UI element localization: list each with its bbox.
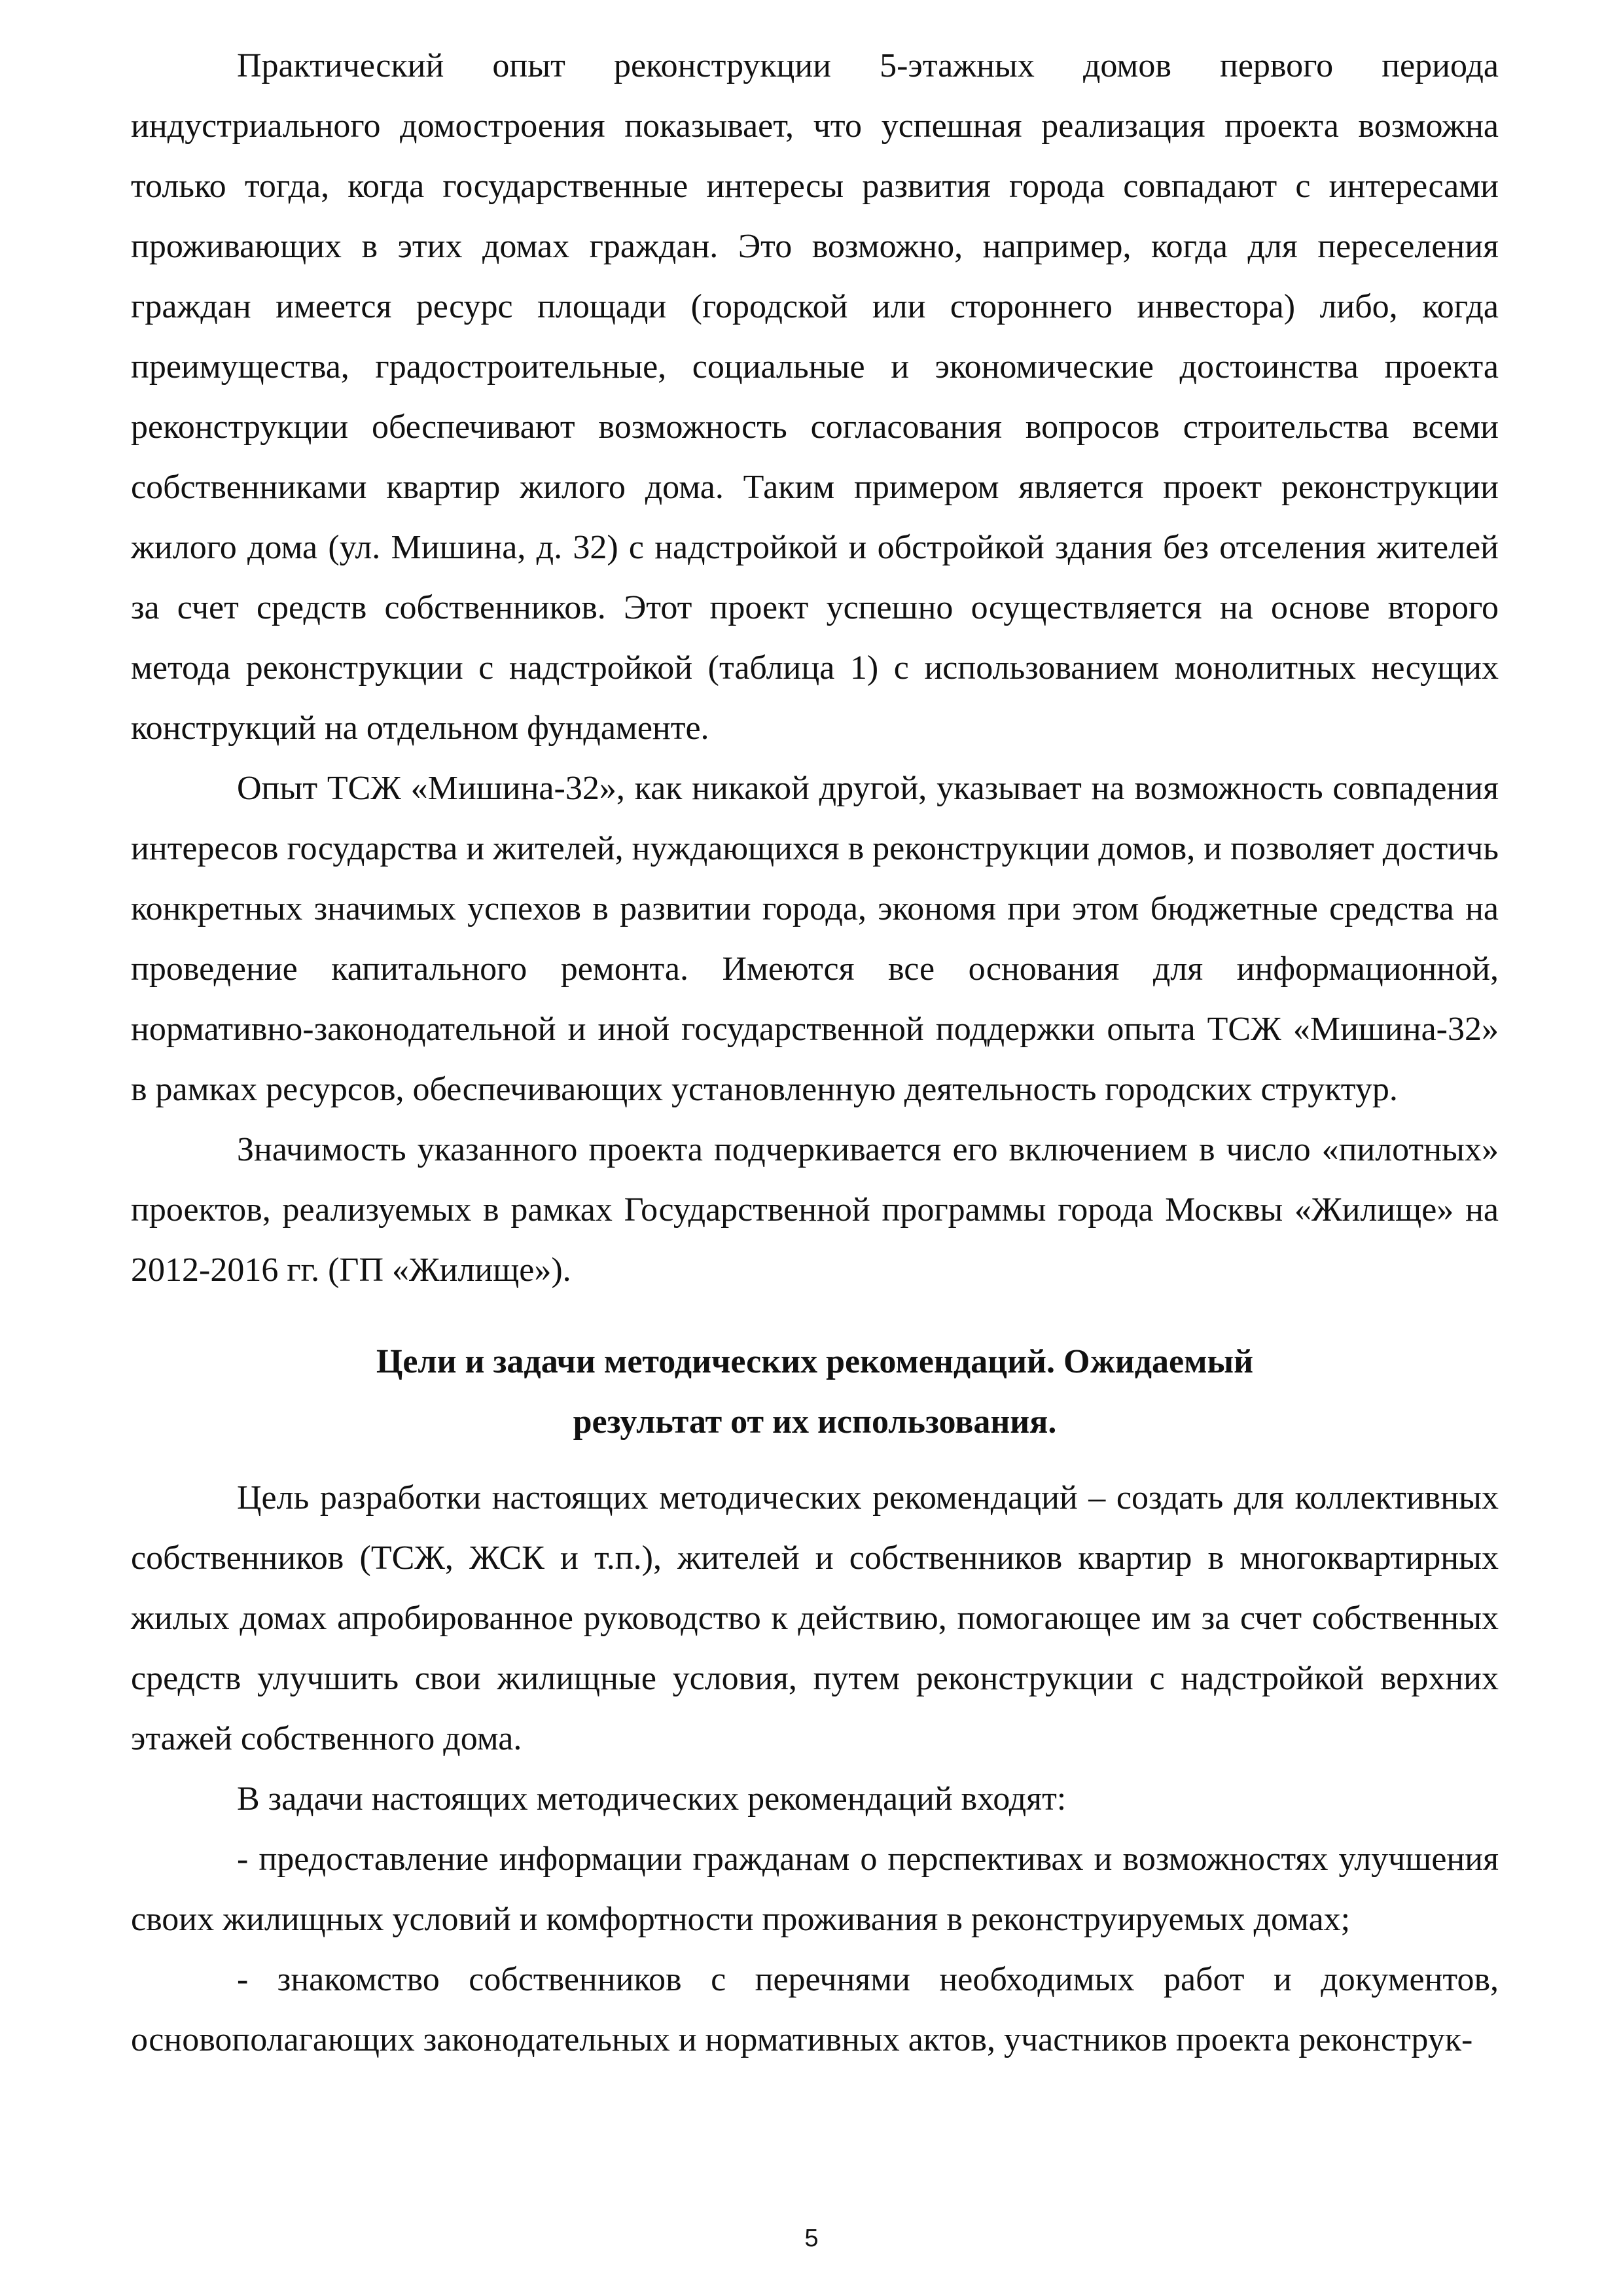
paragraph-goal: Цель разработки настоящих методических рекомендаций – создать для коллективных собственников (ТСЖ, ЖСК и т.п.), жителей и собственников квартир в многоквартирных жилых домах апробированное руководство к действию, помогающее им за счет собственных средств улучшить свои жилищные условия, путем реконструкции с надстройкой верхних этажей собственного дома. [131,1479,1499,1757]
page-number: 5 [804,2225,819,2252]
paragraph-reconstruction-experience: Практический опыт реконструкции 5-этажных домов первого периода индустриального домостроения показывает, что успешная реализация проекта возможна только тогда, когда государственные интересы развития города совпадают с интересами проживающих в этих домах граждан. Это возможно, например, когда для переселения граждан имеется ресурс площади (городской или стороннего инвестора) либо, когда преимущества, градостроительные, социальные и экономические достоинства проекта реконструкции обеспечивают возможность согласования вопросов строительства всеми собственниками квартир жилого дома. Таким примером является проект реконструкции жилого дома (ул. Мишина, д. 32) с надстройкой и обстройкой здания без отселения жителей за счет средств собственников. Этот проект успешно осуществляется на основе второго метода реконструкции с надстройкой (таблица 1) с использованием монолитных несущих конструкций на отдельном фундаменте. [131,47,1499,747]
list-item-familiarization: - знакомство собственников с перечнями необходимых работ и документов, основополагающих законодательных и нормативных актов, участников проекта реконструк- [131,1961,1499,2058]
page-body [131,36,1499,2070]
section-heading [131,1332,1499,1452]
list-item-information: - предоставление информации гражданам о перспективах и возможностях улучшения своих жилищных условий и комфортности проживания в реконструируемых домах; [131,1840,1499,1938]
paragraph-tasks-intro: В задачи настоящих методических рекомендаций входят: [237,1780,1067,1818]
paragraph-tszh-experience: Опыт ТСЖ «Мишина-32», как никакой другой, указывает на возможность совпадения интересов государства и жителей, нуждающихся в реконструкции домов, и позволяет достичь конкретных значимых успехов в развитии города, экономя при этом бюджетные средства на проведение капитального ремонта. Имеются все основания для информационной, нормативно-законодательной и иной государственной поддержки опыта ТСЖ «Мишина-32» в рамках ресурсов, обеспечивающих установленную деятельность городских структур. [131,770,1499,1108]
section-heading-line-2: результат от их использования. [573,1403,1057,1441]
section-heading-line-1: Цели и задачи методических рекомендаций. Ожидаемый [376,1343,1254,1380]
paragraph-project-significance: Значимость указанного проекта подчеркивается его включением в число «пилотных» проектов, реализуемых в рамках Государственной программы города Москвы «Жилище» на 2012-2016 гг. (ГП «Жилище»). [131,1131,1499,1289]
